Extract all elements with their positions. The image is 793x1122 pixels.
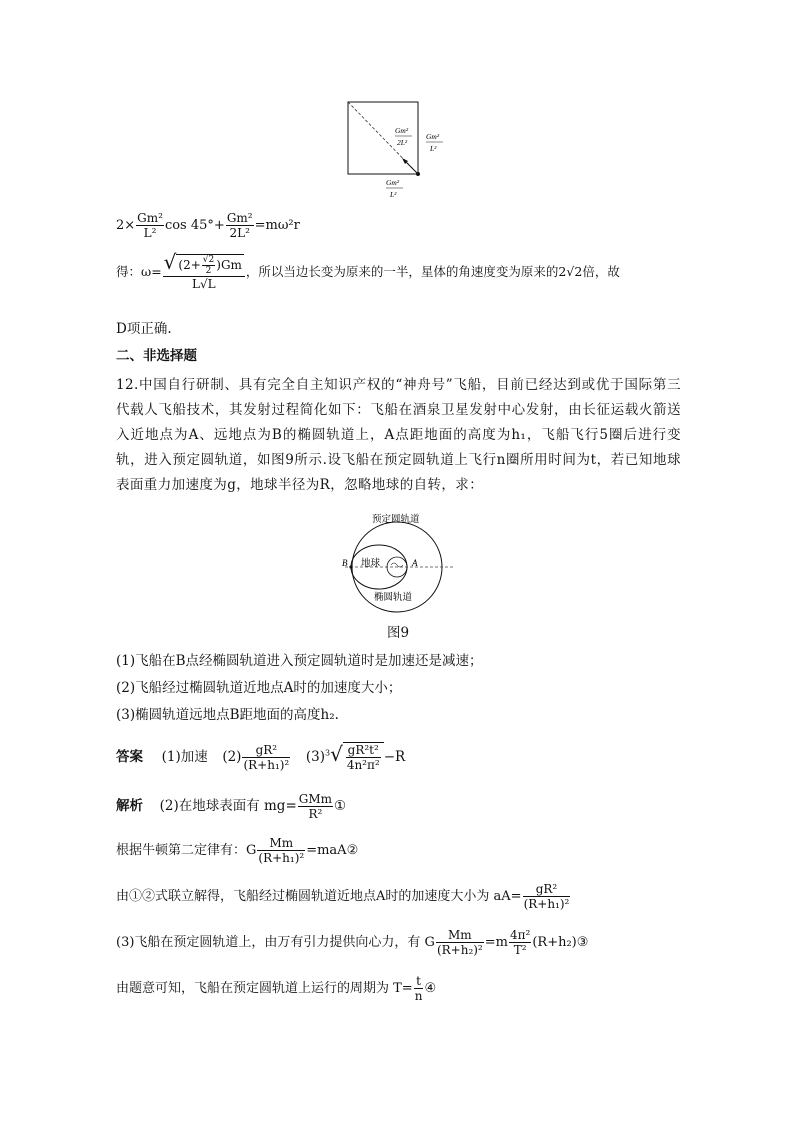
eq1-frac2: $\frac{\text{Gm²}}{\text{2L²}}$ [226,211,253,240]
omega-fraction: √ (2+ $\frac{√2}{2}$ )Gm L√L [163,254,245,291]
force-diagram [340,95,470,205]
answer-label: 答案 [116,749,143,765]
equation-1 [116,211,300,240]
orbit-figure [335,505,460,630]
diag-force-den: 2L² [397,138,408,147]
eq1-frac1: $\frac{\text{Gm²}}{\text{L²}}$ [137,211,163,240]
side-force-num: Gm² [426,132,440,141]
solution-label: 解析 [116,798,143,814]
result-conclusion: D项正确. [116,321,172,337]
earth-label: 地球 [361,559,381,569]
section-title: 二、非选择题 [116,348,197,364]
point-b-label: B [342,558,348,568]
answer-part1: (1)加速 [161,749,208,765]
diag-force-num: Gm² [395,126,409,135]
result-sqrt2: √2 [566,264,583,279]
eq1-mid: cos 45°+ [164,218,225,233]
bottom-force-den: L² [390,190,397,199]
subquestion-2: (2)飞船经过椭圆轨道近地点A时的加速度大小； [116,680,402,696]
circle-orbit-label: 预定圆轨道 [372,515,420,525]
bottom-force-num: Gm² [386,178,400,187]
answer-part3-fraction: $\frac{\text{gR²t²}}{\text{4n²π²}}$ [346,743,380,772]
solution-line-5: 由题意可知，飞船在预定圆轨道上运行的周期为 T= $\frac{t}{n}$ ④ [116,974,437,1003]
question-12: 12.中国自行研制、具有完全自主知识产权的“神舟号”飞船，目前已经达到或优于国际第三代载人飞船技术，其发射过程简化如下：飞船在酒泉卫星发射中心发射，由长征运载火箭送入近地点为A、远地点为B的椭圆轨道上，A点距地面的高度为h₁，飞船飞行5圈后进行变轨，进入预定圆轨道，如图9所示.设飞船在预定圆轨道上飞行n圈所用时间为t，若已知地球表面重力加速度为g，地球半径为R，忽略地球的自转，求： [116,377,681,493]
answer-line: 答案 (1)加速 (2) $\frac{\text{gR²}}{\text{(R+h₁)²}}$ $(3)^3√$ $\frac{\text{gR²t²}}{\text{4n²π²}}$ −R [116,742,406,772]
eq1-tail: =mω²r [254,218,300,233]
subquestion-3: (3)椭圆轨道远地点B距地面的高度h₂. [116,707,339,723]
solution-line-4: (3)飞船在预定圆轨道上，由万有引力提供向心力，有 G $\frac{Mm}{\text{(R+h₂)²}}$ =m $\frac{\text{4π²}}{\text{T²}}$ (R+h₂)③ [116,928,589,957]
result-prefix: 得：ω= [116,264,162,279]
answer-part2-fraction: $\frac{\text{gR²}}{\text{(R+h₁)²}}$ [243,743,290,772]
result-text: ，所以当边长变为原来的一半，星体的角速度变为原来的2 [245,264,567,279]
solution-line-3: 由①②式联立解得，飞船经过椭圆轨道近地点A时的加速度大小为 aA= $\frac{\text{gR²}}{\text{(R+h₁)²}}$ [116,882,570,911]
result-line [116,250,620,291]
star-point [416,172,420,176]
eq1-lead: 2× [116,218,136,233]
solution-line-1: 解析 (2)在地球表面有 mg= $\frac{\text{GMm}}{\text{R²}}$ ① [116,792,347,821]
result-text-end: 倍，故 [582,264,620,279]
point-b [349,565,352,568]
side-force-den: L² [430,144,437,153]
figure-caption: 图9 [387,625,410,641]
solution-line-2: 根据牛顿第二定律有：G $\frac{Mm}{\text{(R+h₁)²}}$ =maA② [116,836,359,865]
ellipse-orbit-label: 椭圆轨道 [374,593,413,603]
subquestion-1: (1)飞船在B点经椭圆轨道进入预定圆轨道时是加速还是减速； [116,653,483,669]
point-a-label: A [412,558,418,568]
